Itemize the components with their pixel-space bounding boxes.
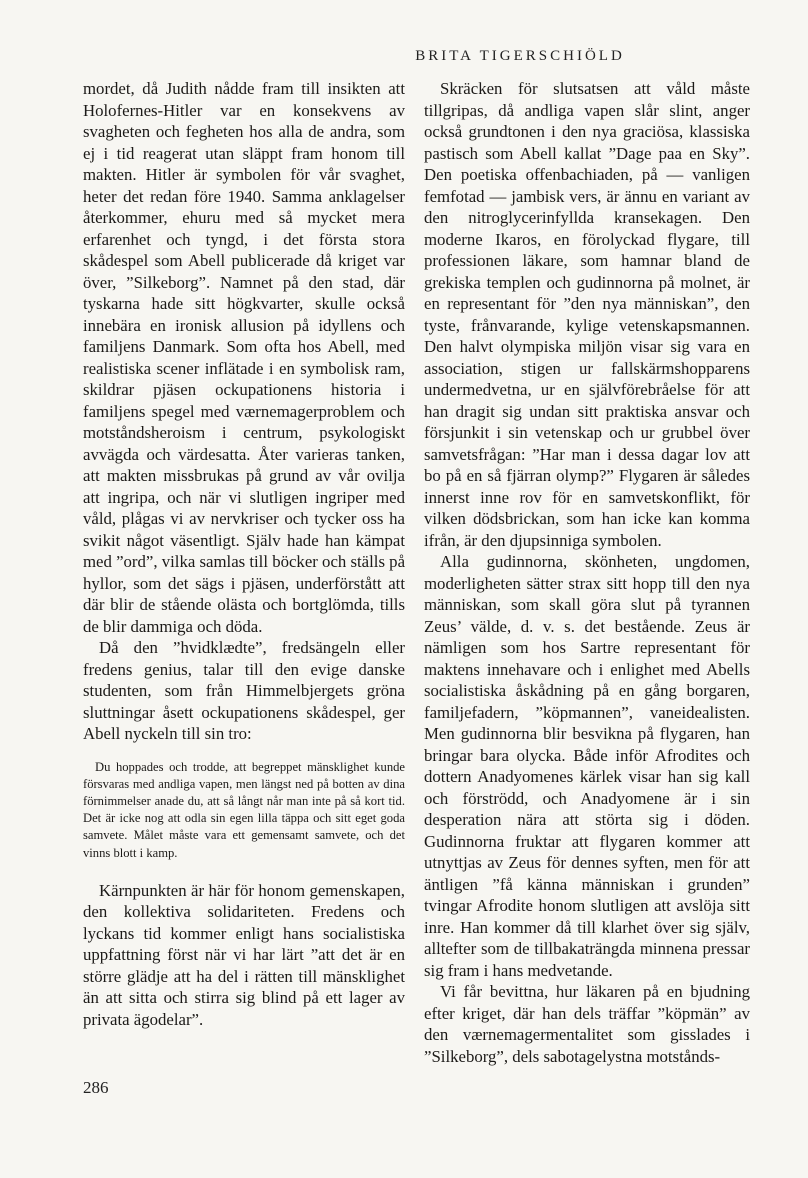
paragraph-bjudning: Vi får bevittna, hur läkaren på en bjudning efter kriget, där han dels träffar ”köpmän” av den værnemagermentalitet som gisslades i ”Silkeborg”, dels sabotagelystna motstånds- [424,982,750,1066]
running-head: BRITA TIGERSCHIÖLD [415,48,625,64]
block-quote [83,759,405,862]
paragraph-karnpunkten: Kärnpunkten är här för honom gemenskapen, den kollektiva solidariteten. Fredens och lyckans tid kommer enligt hans socialistiska uppfattning först när vi har lärt ”att det är en större glädje att ha del i rätten till mänsklighet än att sitta och stirra sig blind på ett lager av privata ägodelar”. [83,880,405,1029]
right-column [424,78,750,1067]
left-column [83,78,405,1030]
paragraph-holofernes: mordet, då Judith nådde fram till insikten att Holofernes-Hitler var en konsekvens av svagheten och fegheten hos alla de andra, som ej i tid reagerat utan släppt fram honom till makten. Hitler är symbolen för vår svaghet, heter det redan före 1940. Samma anklagelser återkommer, ehuru med så mycket mera erfarenhet och tyngd, i det första stora skådespel som Abell publicerade då kriget var över, ”Silkeborg”. Namnet på den stad, där tyskarna hade sitt högkvarter, skulle också innebära en ironisk allusion på idyllens och familjens Danmark. Som ofta hos Abell, med realistiska scener inflätade i en symbolisk ram, skildrar pjäsen ockupationens historia i familjens spegel med værnemagerproblem och motståndsheroism i centrum, psykologiskt avvägda och värdesatta. Åter varieras tanken, att makten missbrukas på grund av vår ovilja att ingripa, och när vi slutligen ingriper med våld, plågas vi av nervkriser och tycker oss ha svikit något väsentligt. Själv hade han kämpat med ”ord”, vilka samlas till böcker och ställs på hyllor, som det sägs i pjäsen, underförstått att där blir de stående olästa och bortglömda, tills de blir dammiga och döda. [83,79,406,636]
paragraph-hvidklaedte: Då den ”hvidklædte”, fredsängeln eller fredens genius, talar till den evige danske studenten, som från Himmelbjergets gröna sluttningar åsett ockupationens skådespel, ger Abell nyckeln till sin tro: [83,638,405,743]
paragraph-skracken: Skräcken för slutsatsen att våld måste tillgripas, då andliga vapen slår slint, anger också grundtonen i den nya graciösa, klassiska pastisch som Abell kallat ”Dage paa en Sky”. Den poetiska offenbachiaden, på — vanligen femfotad — jambisk vers, är ännu en variant av den nitroglycerinfyllda kransekagen. Den moderne Ikaros, en förolyckad flygare, till professionen läkare, som hamnar bland de grekiska templen och gudinnorna på molnet, är en representant för ”den nya människan”, den tyste, frånvarande, kylige vetenskapsmannen. Den halvt olympiska miljön visar sig vara en association, stigen ur fallskärmshopparens undermedvetna, ur en självförebråelse för att han dragit sig undan sitt praktiska ansvar och försjunkit i sin vetenskap och ur grubbel över samvetsfrågan: ”Har man i dessa dagar lov att bo på en så fjärran olymp?” Flygaren är således innerst inne rov för en samvetskonflikt, för vilken dödsbrickan, som han icke kan komma ifrån, är den djupsinniga symbolen. [424,79,750,550]
paragraph-gudinnorna: Alla gudinnorna, skönheten, ungdomen, moderligheten sätter strax sitt hopp till den nya människan, som skall göra slut på tyrannen Zeus’ välde, d. v. s. det bestående. Zeus är nämligen som hos Sartre representant för maktens innehavare och i enlighet med Abells socialistiska åskådning på en gång borgaren, familjefadern, ”köpmannen”, vaneidealisten. Men gudinnorna blir besvikna på flygaren, han bringar bara olycka. Både inför Afrodites och dottern Anadyomenes kärlek visar han sig kall och förströdd, och Anadyomene är i sin desperation nära att störta sig i döden. Gudinnorna fruktar att flygaren kommer att utnyttjas av Zeus för dennes syften, men för att äntligen ”få känna människan i grunden” tvingar Afrodite honom slutligen att avslöja sitt inre. Han kommer då till klarhet över sig själv, alltefter som de tillbakaträngda minnena pressar sig fram i hans medvetande. [424,552,750,980]
page-number: 286 [83,1078,109,1097]
block-quote-text: Du hoppades och trodde, att begreppet mänsklighet kunde försvaras med andliga vapen, men längst ned på botten av dina förnimmelser anade du, att så långt når man inte på så kort tid. Det är icke nog att odla sin egen lilla täppa och sitt eget goda samvete. Målet måste vara ett gemensamt samvete, och det vinns blott i kamp. [83,759,405,860]
